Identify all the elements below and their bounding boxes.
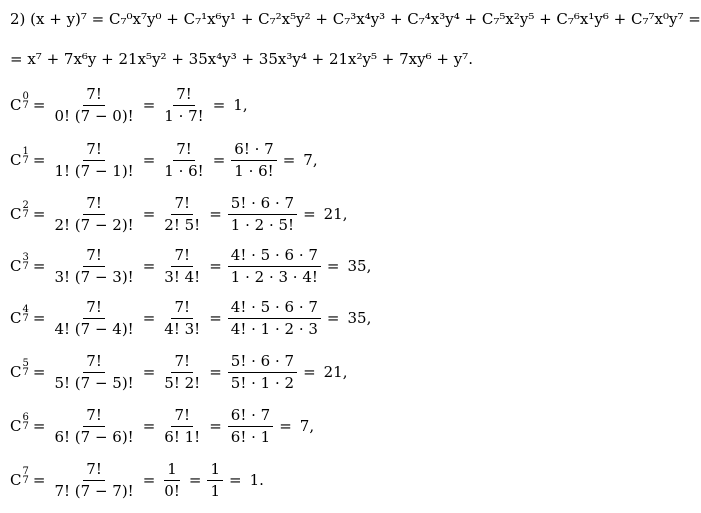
equals-sign: = bbox=[212, 151, 226, 169]
equals-sign: = bbox=[142, 205, 156, 223]
equals-sign: = bbox=[209, 205, 222, 223]
coefficient-row bbox=[10, 246, 371, 286]
numerator: 7! bbox=[171, 407, 193, 427]
equals-sign: = bbox=[32, 417, 46, 435]
denominator: 0! (7 − 0)! bbox=[54, 106, 134, 125]
numerator: 4! · 5 · 6 · 7 bbox=[228, 299, 321, 319]
equals-sign: = bbox=[142, 309, 156, 327]
coefficient-index: 1 bbox=[22, 146, 29, 157]
coefficient-base: 7 bbox=[22, 475, 29, 486]
numerator: 7! bbox=[83, 461, 105, 481]
denominator: 2! (7 − 2)! bbox=[54, 215, 134, 234]
coefficient-result: 35, bbox=[347, 257, 372, 275]
fraction-definition bbox=[51, 299, 136, 337]
equals-sign: = bbox=[32, 257, 46, 275]
equals-sign: = bbox=[32, 309, 46, 327]
coefficient-row bbox=[10, 406, 314, 446]
equals-sign: = bbox=[142, 257, 156, 275]
equals-sign: = bbox=[303, 363, 316, 381]
numerator: 1 bbox=[164, 461, 180, 481]
equals-sign: = bbox=[142, 417, 156, 435]
numerator: 7! bbox=[173, 86, 195, 106]
fraction-expanded bbox=[228, 299, 321, 337]
fraction-expanded bbox=[228, 407, 273, 445]
equals-sign: = bbox=[142, 363, 156, 381]
coefficient-row bbox=[10, 194, 348, 234]
denominator: 1 · 6! bbox=[234, 161, 274, 180]
coefficient-index: 6 bbox=[22, 412, 29, 423]
fraction-simplified bbox=[161, 141, 206, 179]
equals-sign: = bbox=[32, 151, 46, 169]
equals-sign: = bbox=[32, 205, 46, 223]
fraction-simplified bbox=[161, 86, 206, 124]
denominator: 2! 5! bbox=[164, 215, 201, 234]
coefficient-result: 1, bbox=[233, 96, 248, 114]
denominator: 3! 4! bbox=[164, 267, 201, 286]
numerator: 7! bbox=[171, 299, 193, 319]
equals-sign: = bbox=[212, 96, 226, 114]
coefficient-row bbox=[10, 352, 348, 392]
denominator: 1 bbox=[210, 481, 220, 500]
coefficient-result: 1. bbox=[249, 471, 264, 489]
binomial-coefficient-symbol: C 7 7 bbox=[10, 466, 29, 489]
fraction-simplified bbox=[161, 407, 203, 445]
coefficient-row bbox=[10, 85, 248, 125]
fraction-simplified bbox=[161, 247, 203, 285]
binomial-coefficient-symbol: C 6 7 bbox=[10, 412, 29, 435]
fraction-expanded bbox=[228, 353, 297, 391]
coefficient-base: 7 bbox=[22, 367, 29, 378]
equals-sign: = bbox=[279, 417, 292, 435]
numerator: 6! · 7 bbox=[231, 141, 276, 161]
fraction-definition bbox=[51, 353, 136, 391]
coefficient-index: 0 bbox=[22, 91, 29, 102]
fraction-simplified bbox=[161, 461, 183, 499]
coefficient-result: 21, bbox=[323, 205, 348, 223]
equals-sign: = bbox=[326, 257, 340, 275]
coefficient-base: 7 bbox=[22, 313, 29, 324]
denominator: 4! · 1 · 2 · 3 bbox=[230, 319, 318, 338]
coefficient-base: 7 bbox=[22, 261, 29, 272]
coefficient-result: 35, bbox=[347, 309, 372, 327]
coefficient-row bbox=[10, 460, 264, 500]
numerator: 7! bbox=[83, 195, 105, 215]
denominator: 6! · 1 bbox=[230, 427, 271, 446]
fraction-definition bbox=[51, 407, 136, 445]
equals-sign: = bbox=[209, 309, 222, 327]
coefficient-index: 4 bbox=[22, 304, 29, 315]
binomial-coefficient-symbol: C 3 7 bbox=[10, 252, 29, 275]
equals-sign: = bbox=[142, 151, 156, 169]
coefficient-index: 2 bbox=[22, 200, 29, 211]
numerator: 5! · 6 · 7 bbox=[228, 353, 297, 373]
coefficient-result: 7, bbox=[303, 151, 318, 169]
binomial-coefficient-symbol: C 1 7 bbox=[10, 146, 29, 169]
numerator: 7! bbox=[173, 141, 195, 161]
equals-sign: = bbox=[209, 363, 222, 381]
fraction-definition bbox=[51, 141, 136, 179]
coefficient-base: 7 bbox=[22, 421, 29, 432]
equals-sign: = bbox=[209, 417, 222, 435]
denominator: 1 · 2 · 5! bbox=[230, 215, 295, 234]
binomial-coefficient-symbol: C 4 7 bbox=[10, 304, 29, 327]
equals-sign: = bbox=[228, 471, 242, 489]
binomial-coefficient-symbol: C 5 7 bbox=[10, 358, 29, 381]
equals-sign: = bbox=[209, 257, 222, 275]
numerator: 7! bbox=[171, 195, 193, 215]
denominator: 6! (7 − 6)! bbox=[54, 427, 134, 446]
denominator: 1 · 6! bbox=[164, 161, 204, 180]
numerator: 7! bbox=[83, 353, 105, 373]
denominator: 4! (7 − 4)! bbox=[54, 319, 134, 338]
fraction-definition bbox=[51, 86, 136, 124]
expansion-line-1: 2) (x + y)⁷ = C₇⁰x⁷y⁰ + C₇¹x⁶y¹ + C₇²x⁵y² + C₇³x⁴y³ + C₇⁴x³y⁴ + C₇⁵x²y⁵ + C₇⁶x¹y⁶ + C₇⁷x⁰y⁷ = bbox=[10, 10, 701, 28]
equals-sign: = bbox=[32, 363, 46, 381]
denominator: 4! 3! bbox=[164, 319, 201, 338]
numerator: 1 bbox=[207, 461, 223, 481]
denominator: 5! (7 − 5)! bbox=[54, 373, 134, 392]
denominator: 1 · 2 · 3 · 4! bbox=[230, 267, 318, 286]
numerator: 7! bbox=[83, 299, 105, 319]
fraction-expanded bbox=[231, 141, 276, 179]
numerator: 4! · 5 · 6 · 7 bbox=[228, 247, 321, 267]
coefficient-index: 3 bbox=[22, 252, 29, 263]
denominator: 0! bbox=[164, 481, 180, 500]
equals-sign: = bbox=[188, 471, 202, 489]
coefficient-result: 21, bbox=[323, 363, 348, 381]
numerator: 5! · 6 · 7 bbox=[228, 195, 297, 215]
fraction-expanded bbox=[228, 195, 297, 233]
expansion-line-2: = x⁷ + 7x⁶y + 21x⁵y² + 35x⁴y³ + 35x³y⁴ + 21x²y⁵ + 7xy⁶ + y⁷. bbox=[10, 50, 473, 68]
coefficient-base: 7 bbox=[22, 155, 29, 166]
numerator: 7! bbox=[83, 141, 105, 161]
fraction-simplified bbox=[161, 195, 203, 233]
denominator: 5! · 1 · 2 bbox=[230, 373, 295, 392]
fraction-definition bbox=[51, 461, 136, 499]
coefficient-result: 7, bbox=[299, 417, 315, 435]
equals-sign: = bbox=[303, 205, 316, 223]
binomial-coefficient-symbol: C 0 7 bbox=[10, 91, 29, 114]
fraction-expanded bbox=[228, 247, 321, 285]
numerator: 7! bbox=[171, 247, 193, 267]
numerator: 7! bbox=[83, 247, 105, 267]
denominator: 7! (7 − 7)! bbox=[54, 481, 134, 500]
equals-sign: = bbox=[142, 471, 156, 489]
numerator: 7! bbox=[83, 407, 105, 427]
coefficient-index: 7 bbox=[22, 466, 29, 477]
numerator: 7! bbox=[83, 86, 105, 106]
denominator: 1 · 7! bbox=[164, 106, 204, 125]
denominator: 1! (7 − 1)! bbox=[54, 161, 134, 180]
coefficient-base: 7 bbox=[22, 209, 29, 220]
denominator: 6! 1! bbox=[164, 427, 201, 446]
fraction-expanded bbox=[207, 461, 223, 499]
fraction-definition bbox=[51, 247, 136, 285]
coefficient-row bbox=[10, 298, 371, 338]
fraction-definition bbox=[51, 195, 136, 233]
coefficient-base: 7 bbox=[22, 100, 29, 111]
equals-sign: = bbox=[142, 96, 156, 114]
binomial-coefficient-symbol: C 2 7 bbox=[10, 200, 29, 223]
numerator: 6! · 7 bbox=[228, 407, 273, 427]
equals-sign: = bbox=[32, 96, 46, 114]
coefficient-row bbox=[10, 140, 318, 180]
fraction-simplified bbox=[161, 299, 203, 337]
denominator: 5! 2! bbox=[164, 373, 201, 392]
numerator: 7! bbox=[171, 353, 193, 373]
equals-sign: = bbox=[282, 151, 296, 169]
fraction-simplified bbox=[161, 353, 203, 391]
denominator: 3! (7 − 3)! bbox=[54, 267, 134, 286]
equals-sign: = bbox=[32, 471, 46, 489]
coefficient-index: 5 bbox=[22, 358, 29, 369]
equals-sign: = bbox=[326, 309, 340, 327]
